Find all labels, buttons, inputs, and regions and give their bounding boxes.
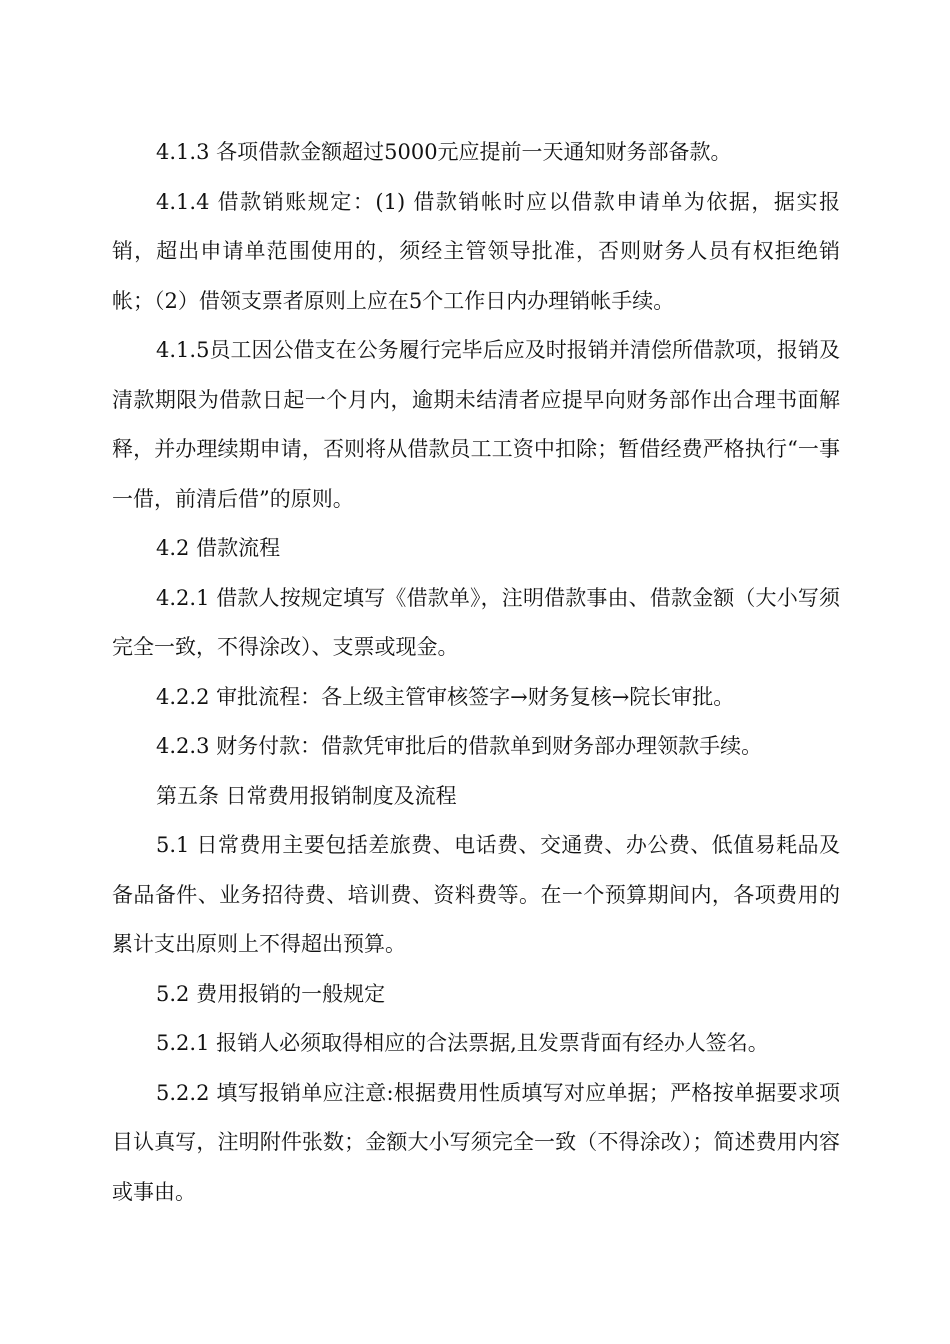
paragraph-5-2-1: 5.2.1 报销人必须取得相应的合法票据,且发票背面有经办人签名。 (156, 1031, 769, 1055)
paragraph-4-2-3: 4.2.3 财务付款：借款凭审批后的借款单到财务部办理领款手续。 (156, 734, 763, 758)
paragraph-4-2-1: 4.2.1 借款人按规定填写《借款单》，注明借款事由、借款金额（大小写须完全一致，不得涂改）、支票或现金。 (112, 585, 840, 659)
section-heading-4-2: 4.2 借款流程 (156, 536, 281, 560)
paragraph-4-1-4: 4.1.4 借款销账规定：(1) 借款销帐时应以借款申请单为依据，据实报销，超出申请单范围使用的，须经主管领导批准，否则财务人员有权拒绝销帐；（2）借领支票者原则上应在5个工作日内办理销帐手续。 (112, 189, 840, 313)
paragraph-4-1-5: 4.1.5员工因公借支在公务履行完毕后应及时报销并清偿所借款项，报销及清款期限为借款日起一个月内，逾期未结清者应提早向财务部作出合理书面解释，并办理续期申请，否则将从借款员工工资中扣除；暂借经费严格执行“一事一借，前清后借”的原则。 (112, 338, 840, 511)
section-heading-5-2: 5.2 费用报销的一般规定 (156, 981, 386, 1006)
paragraph-5-2-2: 5.2.2 填写报销单应注意:根据费用性质填写对应单据；严格按单据要求项目认真写，注明附件张数；金额大小写须完全一致（不得涂改）；简述费用内容或事由。 (112, 1080, 840, 1204)
article-heading-5: 第五条 日常费用报销制度及流程 (156, 783, 457, 808)
paragraph-5-1: 5.1 日常费用主要包括差旅费、电话费、交通费、办公费、低值易耗品及备品备件、业务招待费、培训费、资料费等。在一个预算期间内，各项费用的累计支出原则上不得超出预算。 (112, 833, 840, 956)
paragraph-4-2-2: 4.2.2 审批流程：各上级主管审核签字→财务复核→院长审批。 (156, 684, 735, 709)
paragraph-4-1-3: 4.1.3 各项借款金额超过5000元应提前一天通知财务部备款。 (156, 140, 732, 164)
document-body (112, 128, 840, 1217)
